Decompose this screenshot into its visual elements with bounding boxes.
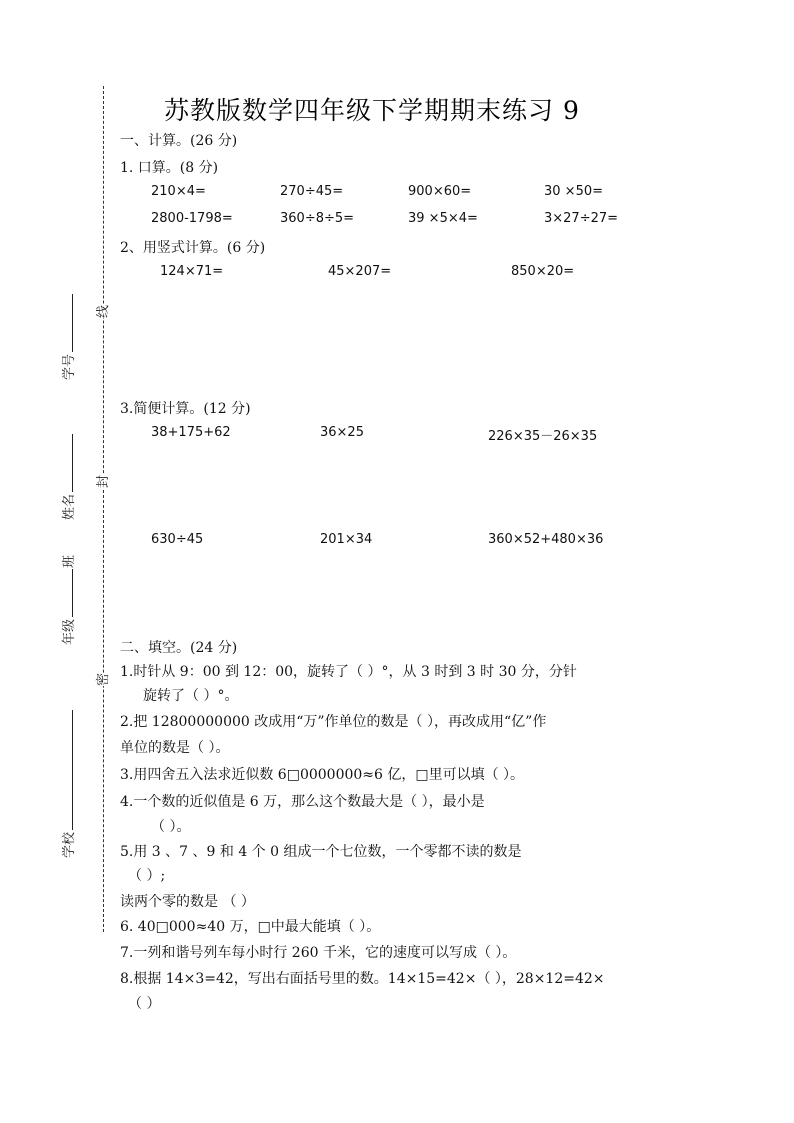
mental-problem: 360÷8÷5=	[280, 211, 355, 226]
simplify-problem: 630÷45	[151, 532, 204, 547]
simplify-problem: 360×52+480×36	[488, 532, 604, 547]
section-2-heading: 二、填空。(24 分)	[120, 640, 238, 656]
mental-math-heading: 1. 口算。(8 分)	[120, 160, 219, 176]
question-6: 6. 40□000≈40 万，□中最大能填（ ）。	[120, 919, 381, 935]
mental-problem: 30 ×50=	[544, 184, 604, 199]
question-4-line-2: （ ）。	[151, 819, 191, 835]
question-5-line-3: 读两个零的数是 （ ）	[120, 894, 255, 910]
school-blank[interactable]	[61, 710, 73, 830]
simplify-problem: 36×25	[320, 425, 364, 440]
simplify-heading: 3.简便计算。(12 分)	[120, 401, 251, 417]
question-8-line-2: （ ）	[128, 996, 161, 1012]
grade-blank[interactable]	[61, 569, 73, 617]
class-field	[58, 555, 77, 568]
section-1-heading: 一、计算。(26 分)	[120, 133, 238, 149]
question-2-line-1: 2.把 12800000000 改成用“万”作单位的数是（ ），再改成用“亿”作	[120, 714, 547, 730]
question-5-line-2: （ ）;	[128, 868, 166, 884]
seal-mark-close: 密	[90, 673, 113, 686]
mental-problem: 2800-1798=	[151, 211, 233, 226]
grade-label: 年级	[62, 618, 77, 645]
vertical-calc-heading: 2、用竖式计算。(6 分)	[120, 240, 266, 256]
page-title: 苏教版数学四年级下学期期末练习 9	[164, 96, 580, 125]
student-number-blank[interactable]	[61, 294, 73, 352]
question-7: 7.一列和谐号列车每小时行 260 千米，它的速度可以写成（ ）。	[120, 945, 517, 961]
vertical-problem: 124×71=	[160, 264, 224, 279]
mental-problem: 3×27÷27=	[544, 211, 619, 226]
seal-mark-seal: 封	[90, 475, 113, 488]
question-1-line-2: 旋转了（ ）°。	[143, 688, 239, 704]
school-label: 学校	[62, 831, 77, 858]
question-1-line-1: 1.时针从 9：00 到 12：00，旋转了（ ）°，从 3 时到 3 时 30 分，分针	[120, 664, 577, 680]
student-number-field	[58, 294, 77, 380]
simplify-problem: 38+175+62	[151, 425, 231, 440]
name-field	[58, 434, 77, 520]
mental-problem: 39 ×5×4=	[408, 211, 478, 226]
vertical-problem: 45×207=	[328, 264, 392, 279]
binding-dashed-line	[103, 86, 104, 932]
question-5-line-1: 5.用 3 、7 、9 和 4 个 0 组成一个七位数，一个零都不读的数是	[120, 844, 522, 860]
mental-problem: 270÷45=	[280, 184, 344, 199]
question-3: 3.用四舍五入法求近似数 6□0000000≈6 亿，□里可以填（ ）。	[120, 767, 525, 783]
mental-problem: 900×60=	[408, 184, 472, 199]
name-blank[interactable]	[61, 434, 73, 492]
vertical-problem: 850×20=	[511, 264, 575, 279]
mental-problem: 210×4=	[151, 184, 206, 199]
question-8-line-1: 8.根据 14×3=42，写出右面括号里的数。14×15=42×（ ），28×12=42×	[120, 971, 605, 987]
class-label: 班	[62, 554, 77, 568]
question-2-line-2: 单位的数是（ ）。	[120, 740, 230, 756]
grade-field	[58, 569, 77, 645]
question-4-line-1: 4.一个数的近似值是 6 万，那么这个数最大是（ ），最小是	[120, 794, 485, 810]
simplify-problem: 201×34	[320, 532, 373, 547]
simplify-problem: 226×35－26×35	[488, 429, 598, 444]
name-label: 姓名	[62, 493, 77, 520]
seal-mark-line: 线	[90, 305, 113, 318]
school-field	[58, 710, 77, 858]
student-number-label: 学号	[62, 353, 77, 380]
